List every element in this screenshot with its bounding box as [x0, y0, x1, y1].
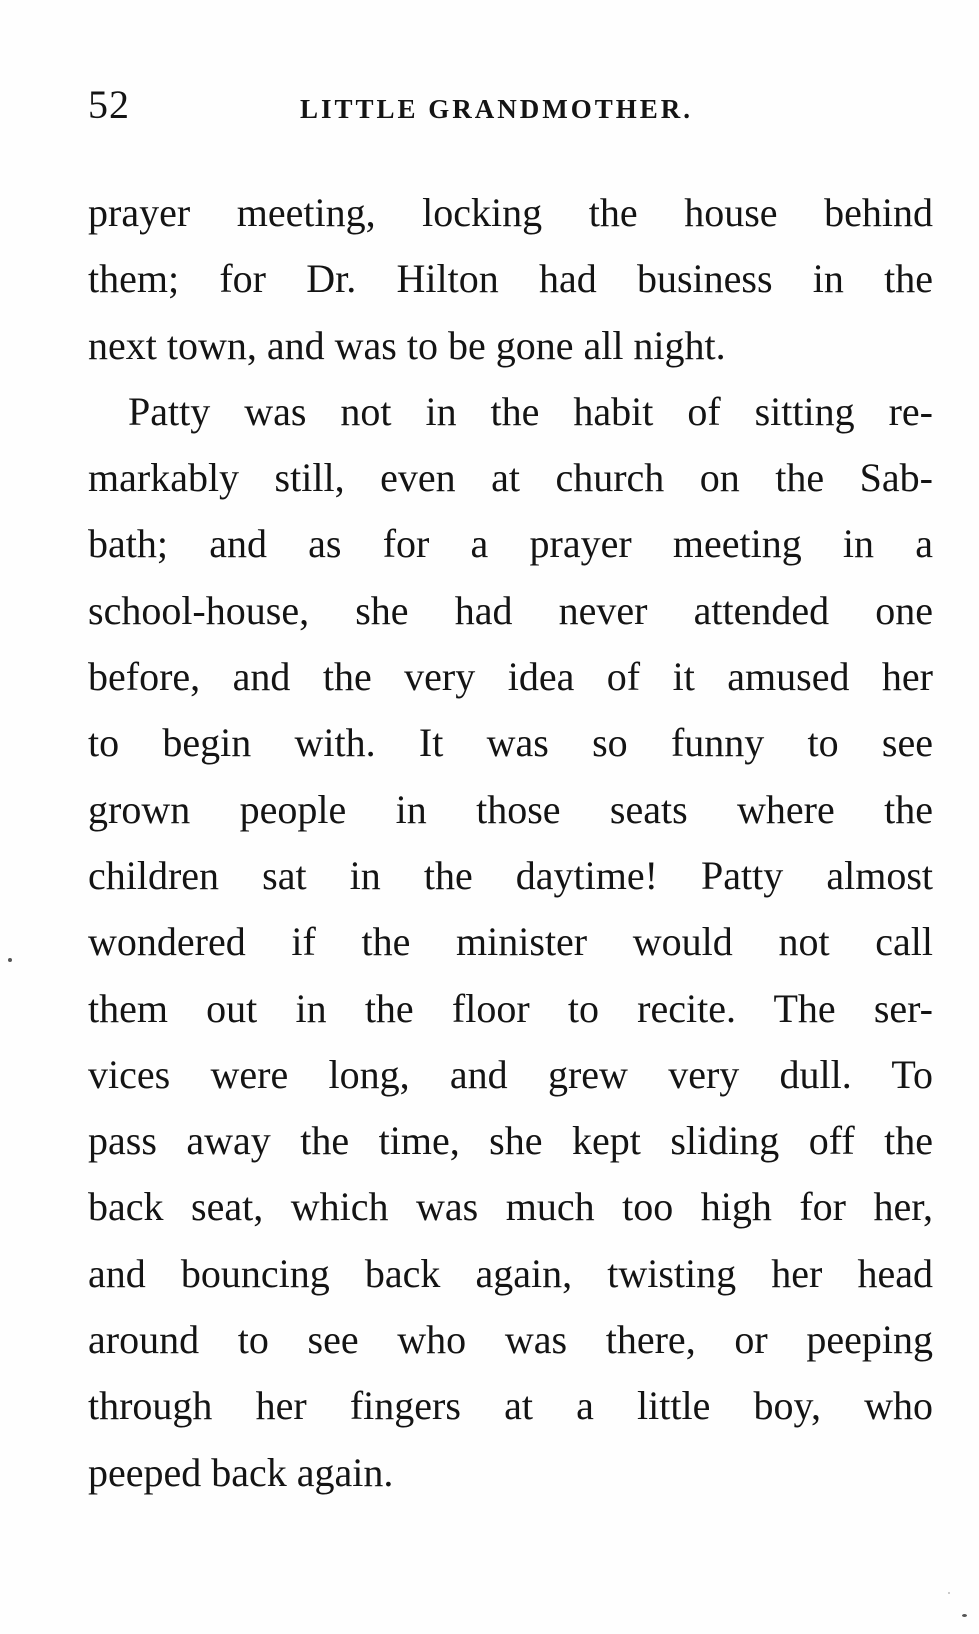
text-line: bath; and as for a prayer meeting in a — [88, 521, 933, 567]
text-line: them out in the floor to recite. The ser- — [88, 985, 933, 1031]
text-line: back seat, which was much too high for her, — [88, 1184, 933, 1230]
text-line: wondered if the minister would not call — [88, 919, 933, 965]
page-header — [88, 80, 898, 130]
text-line: grown people in those seats where the — [88, 786, 933, 832]
text-line: around to see who was there, or peeping — [88, 1317, 933, 1363]
text-line: them; for Dr. Hilton had business in the — [88, 256, 933, 302]
text-line: to begin with. It was so funny to see — [88, 720, 933, 766]
page-number: 52 — [88, 82, 130, 127]
text-line: next town, and was to be gone all night. — [88, 322, 726, 368]
paragraph-first-line: Patty was not in the habit of sitting re- — [128, 388, 933, 434]
print-speck — [948, 1592, 950, 1594]
print-speck — [8, 958, 12, 962]
text-line: before, and the very idea of it amused her — [88, 654, 933, 700]
text-line: prayer meeting, locking the house behind — [88, 190, 933, 235]
text-line: pass away the time, she kept sliding off the — [88, 1118, 933, 1164]
text-line: through her fingers at a little boy, who — [88, 1383, 933, 1429]
text-line: markably still, even at church on the Sab- — [88, 455, 933, 501]
text-line: children sat in the daytime! Patty almost — [88, 852, 933, 898]
text-line: vices were long, and grew very dull. To — [88, 1051, 933, 1097]
text-line: school-house, she had never attended one — [88, 587, 933, 633]
text-line: and bouncing back again, twisting her head — [88, 1250, 933, 1296]
print-speck — [962, 1614, 967, 1617]
text-line: peeped back again. — [88, 1449, 394, 1495]
running-head: LITTLE GRANDMOTHER. — [300, 94, 694, 124]
body-text — [88, 180, 933, 1506]
